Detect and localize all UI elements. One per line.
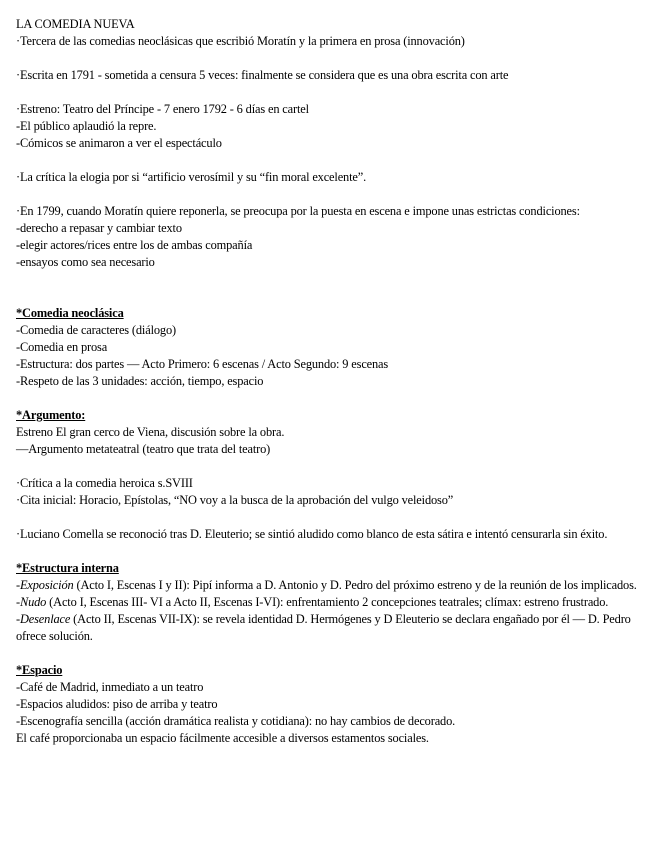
- estructura-text: (Acto II, Escenas VII-IX): se revela identidad D. Hermógenes y D Eleuterio se declara engañado por él — D. Pedro ofrece solución.: [16, 612, 631, 643]
- section-heading-comedia: *Comedia neoclásica: [16, 306, 124, 320]
- espacio-item: El café proporcionaba un espacio fácilmente accesible a diversos estamentos sociales.: [16, 731, 429, 745]
- intro-line: ·Estreno: Teatro del Príncipe - 7 enero 1792 - 6 días en cartel: [16, 102, 309, 116]
- intro-paragraph: ·En 1799, cuando Moratín quiere reponerla, se preocupa por la puesta en escena e impone unas estrictas condiciones:: [16, 204, 580, 218]
- comedia-item: -Respeto de las 3 unidades: acción, tiempo, espacio: [16, 374, 264, 388]
- estructura-item: [16, 594, 644, 611]
- document-title: LA COMEDIA NUEVA: [16, 17, 135, 31]
- section-heading-espacio: *Espacio: [16, 663, 63, 677]
- document: [16, 16, 644, 747]
- argumento-paragraph: ·Luciano Comella se reconoció tras D. Eleuterio; se sintió aludido como blanco de esta sátira e intentó censurarla sin éxito.: [16, 527, 608, 541]
- estructura-text: (Acto I, Escenas I y II): Pipí informa a D. Antonio y D. Pedro del próximo estreno y de la reunión de los implicados.: [73, 578, 637, 592]
- comedia-item: -Comedia en prosa: [16, 340, 108, 354]
- argumento-line: ·Cita inicial: Horacio, Epístolas, “NO voy a la busca de la aprobación del vulgo veleidoso”: [16, 493, 454, 507]
- estructura-item: [16, 611, 644, 645]
- intro-line: -ensayos como sea necesario: [16, 255, 155, 269]
- espacio-item: -Escenografía sencilla (acción dramática realista y cotidiana): no hay cambios de decorado.: [16, 714, 456, 728]
- intro-line: ·Escrita en 1791 - sometida a censura 5 veces: finalmente se considera que es una obra escrita con arte: [16, 68, 509, 82]
- estructura-label: -Desenlace: [16, 612, 71, 626]
- comedia-item: -Comedia de caracteres (diálogo): [16, 323, 176, 337]
- intro-line: -El público aplaudió la repre.: [16, 119, 157, 133]
- comedia-item: -Estructura: dos partes — Acto Primero: 6 escenas / Acto Segundo: 9 escenas: [16, 357, 389, 371]
- intro-line: -elegir actores/rices entre los de ambas compañía: [16, 238, 253, 252]
- estructura-text: (Acto I, Escenas III- VI a Acto II, Escenas I-VI): enfrentamiento 2 concepciones teatrales; clímax: estreno frustrado.: [46, 595, 609, 609]
- section-heading-argumento: *Argumento:: [16, 408, 86, 422]
- intro-line: -Cómicos se animaron a ver el espectáculo: [16, 136, 222, 150]
- intro-line: ·Tercera de las comedias neoclásicas que escribió Moratín y la primera en prosa (innovación): [16, 34, 465, 48]
- estructura-label: -Nudo: [16, 595, 47, 609]
- espacio-item: -Espacios aludidos: piso de arriba y teatro: [16, 697, 218, 711]
- argumento-line: ·Crítica a la comedia heroica s.SVIII: [16, 476, 193, 490]
- argumento-line: Estreno El gran cerco de Viena, discusión sobre la obra.: [16, 425, 285, 439]
- argumento-line: —Argumento metateatral (teatro que trata del teatro): [16, 442, 271, 456]
- estructura-item: [16, 577, 644, 594]
- intro-line: ·La crítica la elogia por si “artificio verosímil y su “fin moral excelente”.: [16, 170, 367, 184]
- estructura-label: -Exposición: [16, 578, 74, 592]
- espacio-item: -Café de Madrid, inmediato a un teatro: [16, 680, 204, 694]
- section-heading-estructura: *Estructura interna: [16, 561, 119, 575]
- intro-line: -derecho a repasar y cambiar texto: [16, 221, 182, 235]
